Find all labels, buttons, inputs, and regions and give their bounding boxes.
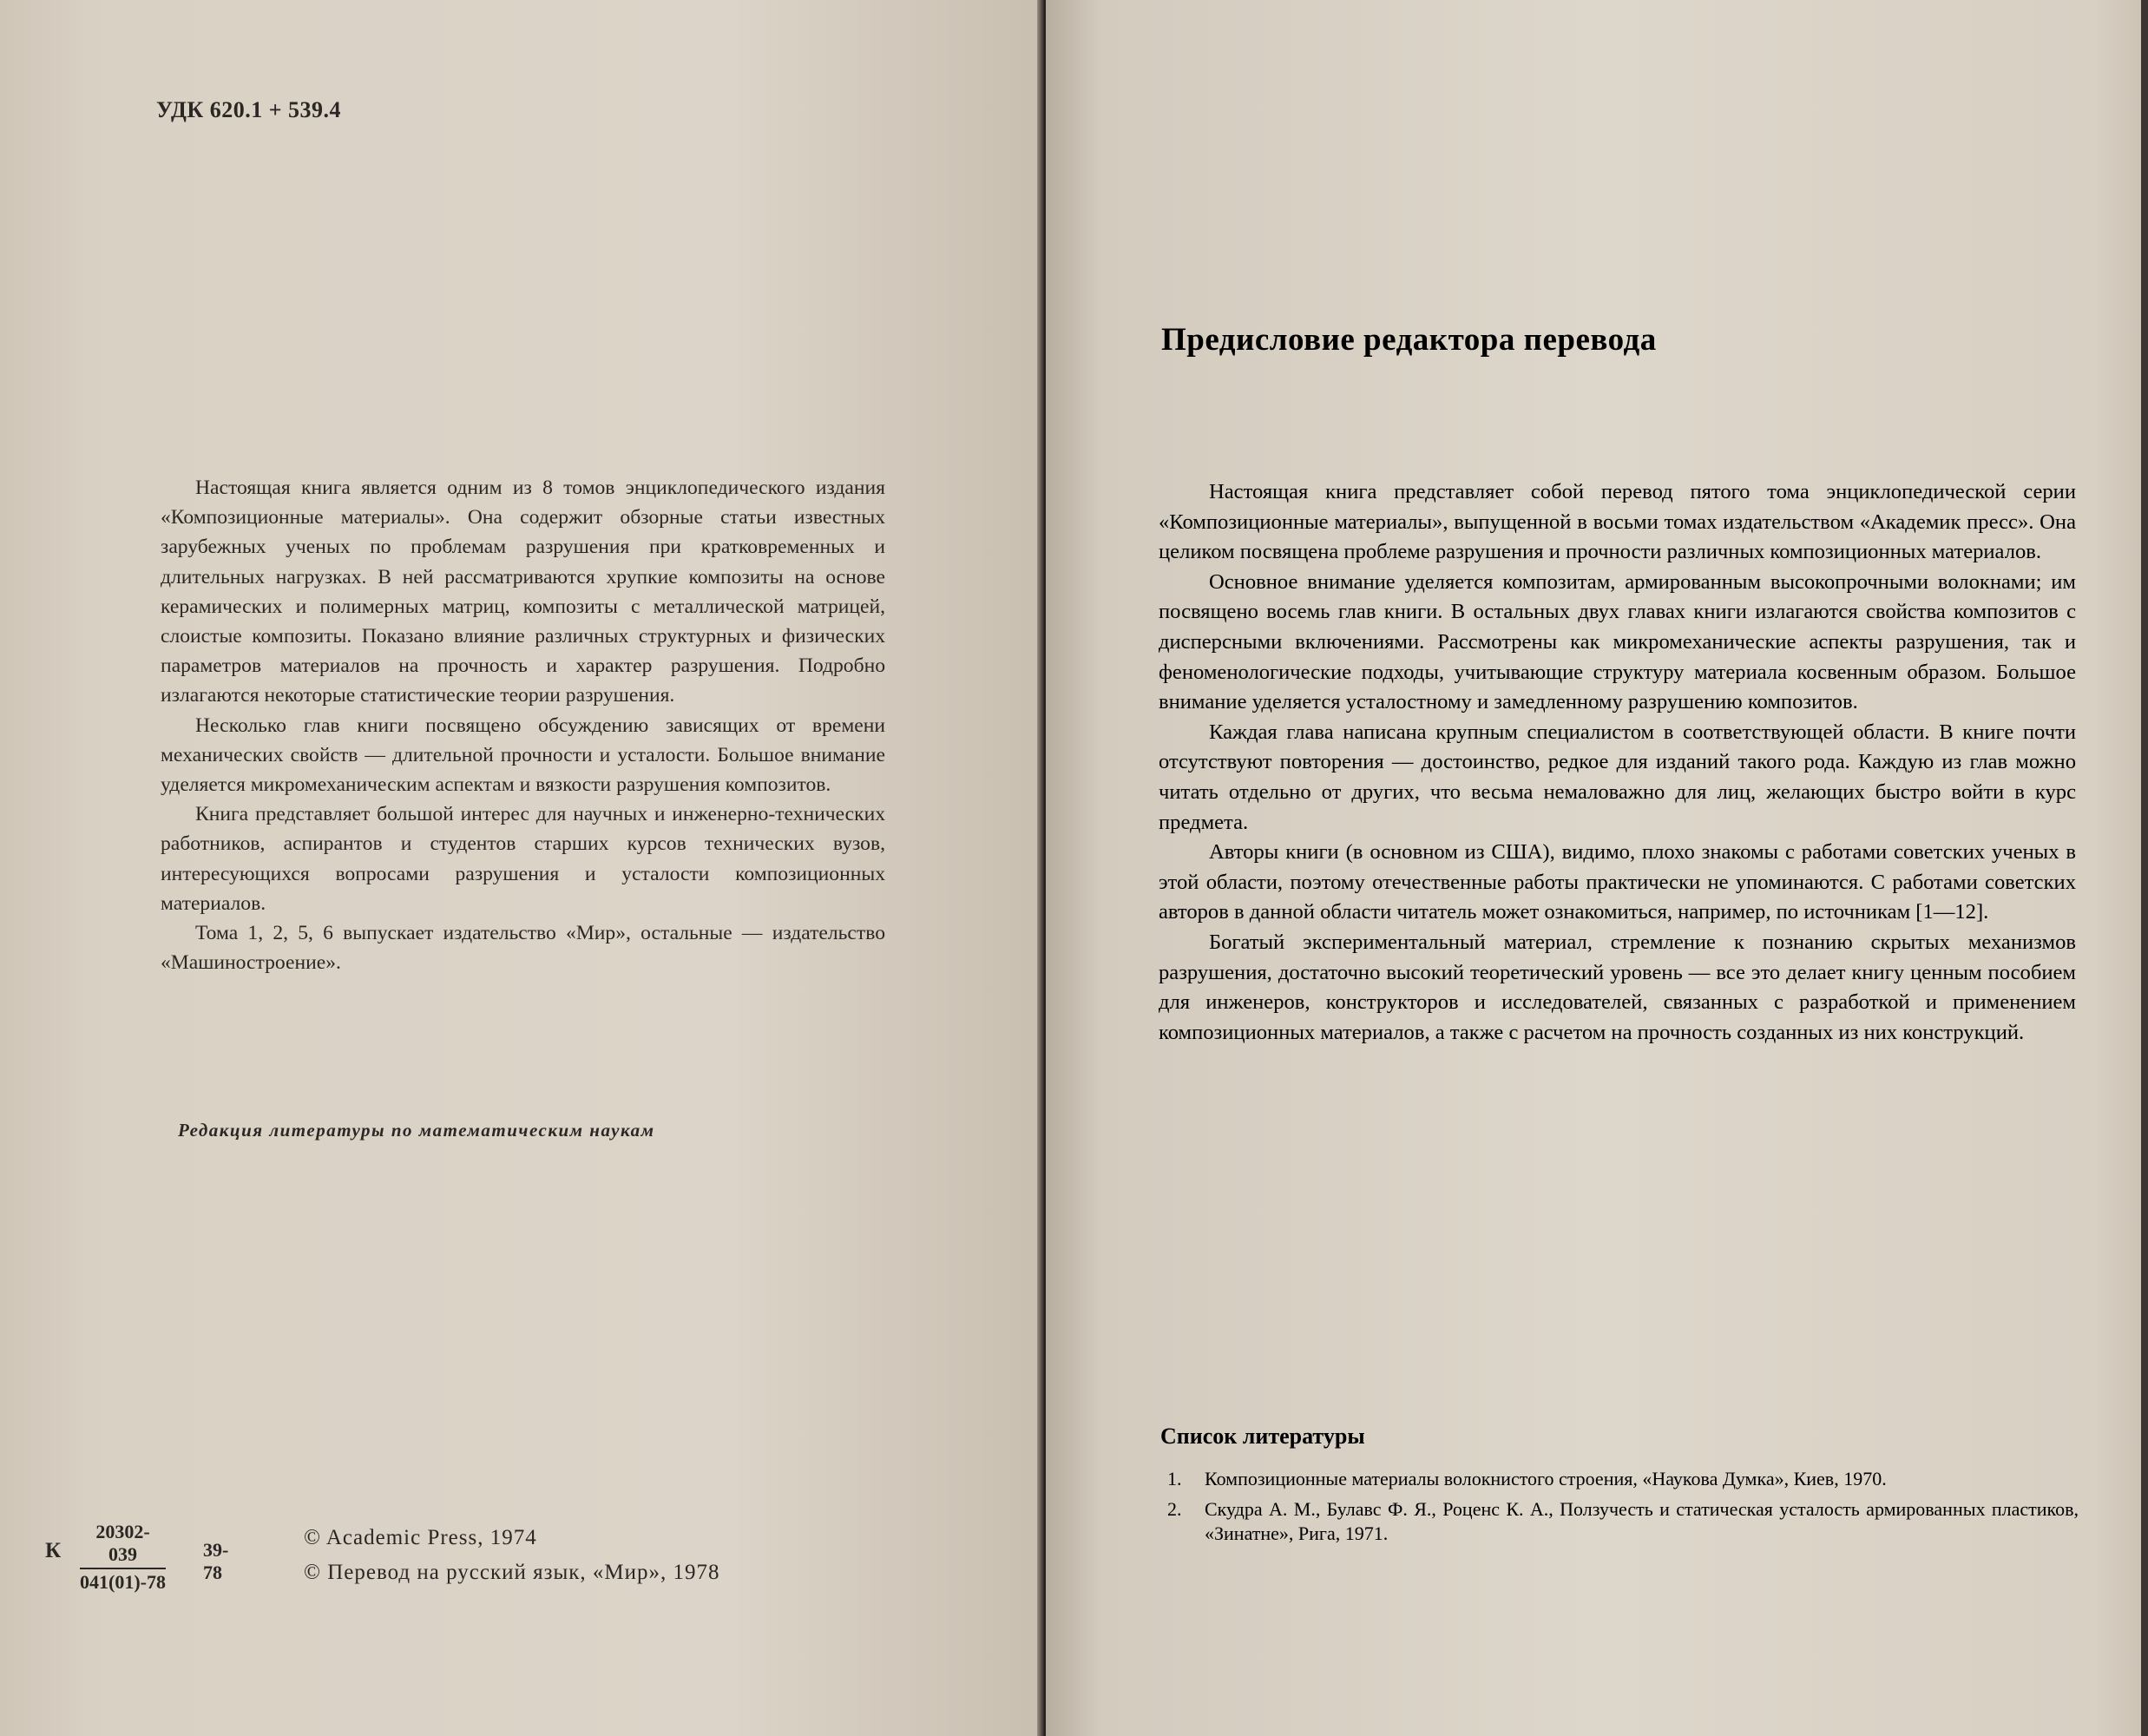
imprint-fraction — [80, 1521, 166, 1594]
imprint-code: 39-78 — [203, 1539, 229, 1583]
copyright-translation: © Перевод на русский язык, «Мир», 1978 — [304, 1561, 720, 1584]
reference-text: Скудра А. М., Булавс Ф. Я., Роценс К. А., Ползучесть и статическая усталость армированных пластиков, «Зинатне», Рига, 1971. — [1205, 1497, 2079, 1544]
preface-paragraph: Богатый экспериментальный материал, стремление к познанию скрытых механизмов разрушения, достаточно высокий теоретический уровень — все это делает книгу ценным пособием для инженеров, конструкторов и исследователей, связанных с разработкой и применением композиционных материалов, а также с расчетом на прочность созданных из них конструкций. — [1159, 930, 2076, 1044]
preface-paragraph: Каждая глава написана крупным специалистом в соответствующей области. В книге почти отсутствуют повторения — достоинство, редкое для изданий такого рода. Каждую из глав можно читать отдельно от других, что весьма немаловажно для лиц, желающих быстро войти в курс предмета. — [1159, 720, 2076, 834]
editorial-note: Редакция литературы по математическим наукам — [178, 1120, 655, 1141]
abstract — [161, 473, 885, 977]
imprint-numerator: 20302-039 — [80, 1521, 166, 1569]
abstract-paragraph: Тома 1, 2, 5, 6 выпускает издательство «Мир», остальные — издательство «Машиностроение». — [161, 922, 885, 975]
reference-item — [1167, 1467, 2079, 1492]
abstract-paragraph: Настоящая книга является одним из 8 томов энциклопедического издания «Композиционные материалы». Она содержит обзорные статьи известных зарубежных ученых по проблемам разрушения при кратковременных и длительных нагрузках. В ней рассматриваются хрупкие композиты на основе керамических и полимерных матриц, композиты с металлической матрицей, слоистые композиты. Показано влияние различных структурных и физических параметров материалов на прочность и характер разрушения. Подробно излагаются некоторые статистические теории разрушения. — [161, 477, 885, 707]
page-edge — [2141, 0, 2148, 1736]
preface-body — [1159, 477, 2076, 1048]
references-title: Список литературы — [1160, 1424, 1365, 1449]
preface-heading: Предисловие редактора перевода — [1161, 322, 1657, 358]
copyright-block — [304, 1521, 911, 1590]
preface-paragraph: Настоящая книга представляет собой перевод пятого тома энциклопедической серии «Композиционные материалы», выпущенной в восьми томах издательством «Академик пресс». Она целиком посвящена проблеме разрушения и прочности различных композиционных материалов. — [1159, 480, 2076, 564]
imprint-denominator: 041(01)-78 — [80, 1571, 166, 1593]
reference-text: Композиционные материалы волокнистого строения, «Наукова Думка», Киев, 1970. — [1205, 1468, 1887, 1489]
reference-item — [1167, 1497, 2079, 1547]
abstract-paragraph: Книга представляет большой интерес для научных и инженерно-технических работников, аспирантов и студентов старших курсов технических вузов, интересующихся вопросами разрушения и усталости композиционных материалов. — [161, 803, 885, 915]
reference-number: 2. — [1167, 1497, 1182, 1520]
imprint-letter: К — [45, 1539, 62, 1562]
reference-number: 1. — [1167, 1468, 1182, 1489]
copyright-original: © Academic Press, 1974 — [304, 1526, 537, 1549]
preface-paragraph: Авторы книги (в основном из США), видимо, плохо знакомы с работами советских ученых в этой области, поэтому отечественные работы практически не упоминаются. С работами советских авторов в данной области читатель может ознакомиться, например, по источникам [1—12]. — [1159, 840, 2076, 924]
preface-paragraph: Основное внимание уделяется композитам, армированным высокопрочными волокнами; им посвящено восемь глав книги. В остальных двух главах книги излагаются свойства композитов с дисперсными включениями. Рассмотрены как микромеханические аспекты разрушения, так и феноменологические подходы, учитывающие структуру материала косвенным образом. Большое внимание уделяется усталостному и замедленному разрушению композитов. — [1159, 569, 2076, 714]
left-page — [0, 0, 1041, 1736]
references-list — [1167, 1467, 2079, 1552]
abstract-paragraph: Несколько глав книги посвящено обсуждению зависящих от времени механических свойств — длительной прочности и усталости. Большое внимание уделяется микромеханическим аспектам и вязкости разрушения композитов. — [161, 713, 885, 797]
udk-code: УДК 620.1 + 539.4 — [156, 97, 342, 122]
